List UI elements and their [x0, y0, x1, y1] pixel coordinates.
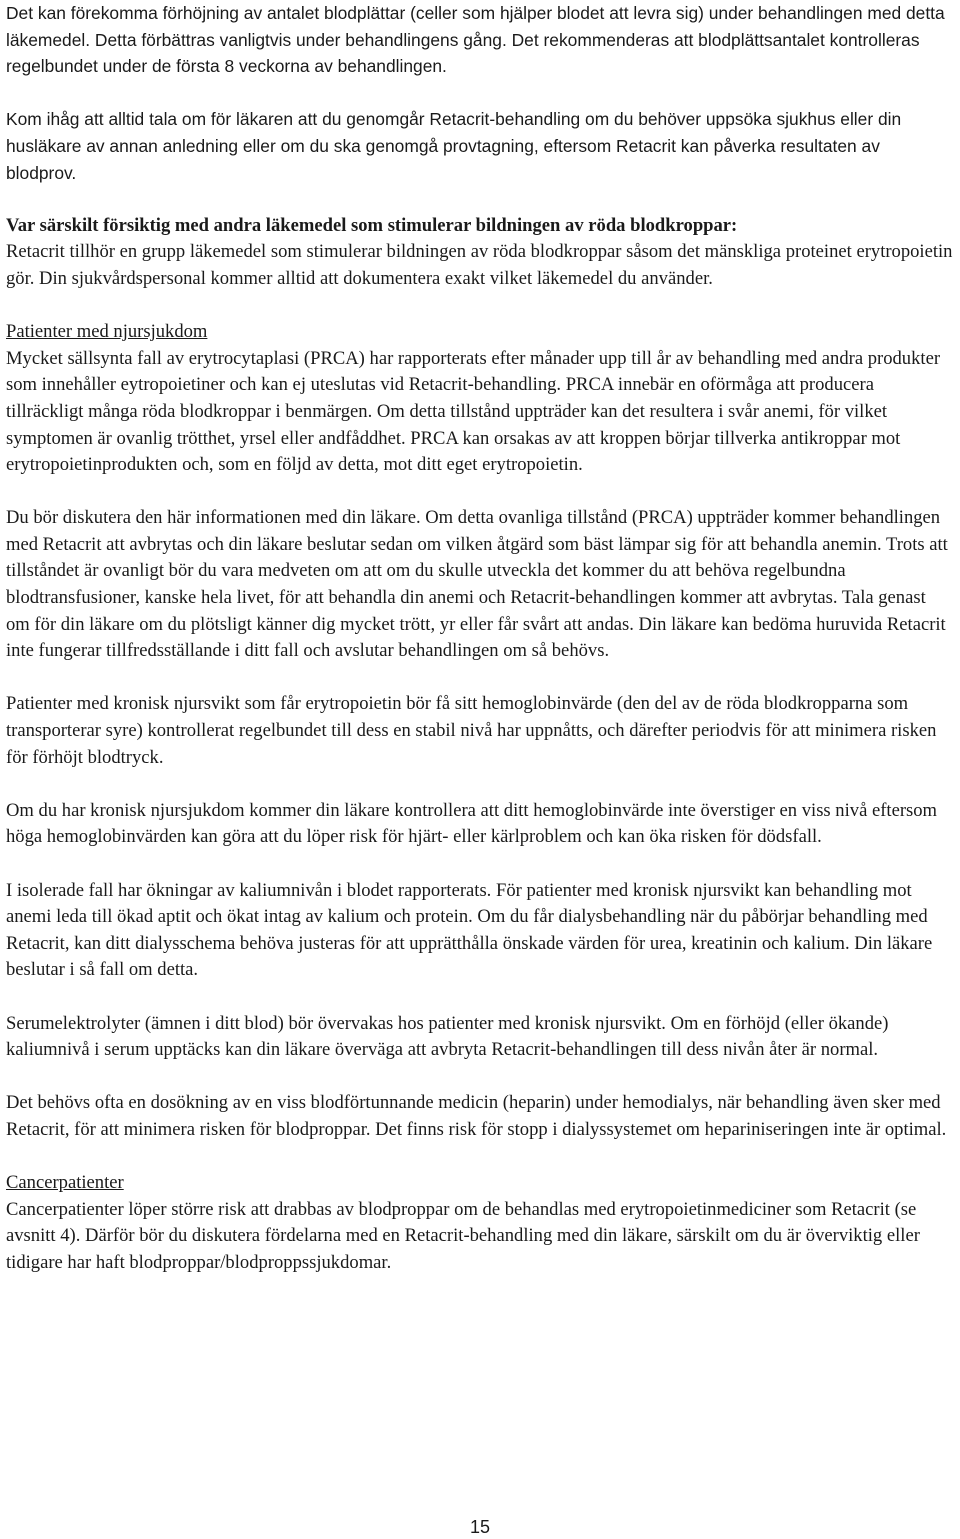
- paragraph-potassium: I isolerade fall har ökningar av kaliumnivån i blodet rapporterats. För patienter med kronisk njursvikt kan behandling mot anemi leda till ökad aptit och ökat intag av kalium och protein. Om du får dialysbehandling när du påbörjar behandling med Retacrit, kan ditt dialysschema behöva justeras för att upprätthålla önskade värden för urea, kreatinin och kalium. Din läkare beslutar i så fall om detta.: [6, 879, 933, 981]
- paragraph-cancer-patients: [6, 1170, 954, 1276]
- paragraph-serum-electrolytes: Serumelektrolyter (ämnen i ditt blod) bör övervakas hos patienter med kronisk njursvikt. Om en förhöjd (eller ökande) kaliumnivå i serum upptäcks kan din läkare överväga att avbryta Retacrit-behandlingen till dess nivån åter är normal.: [6, 1012, 889, 1061]
- paragraph-heparin: Det behövs ofta en dosökning av en viss blodförtunnande medicin (heparin) under hemodialys, när behandling även sker med Retacrit, för att minimera risken för blodproppar. Det finns risk för stopp i dialyssystemet om hepariniseringen inte är optimal.: [6, 1092, 947, 1140]
- cancer-text: Cancerpatienter löper större risk att drabbas av blodproppar om de behandlas med erytropoietinmediciner som Retacrit (se avsnitt 4). Därför bör du diskutera fördelarna med en Retacrit-behandling med din läkare, särskilt om du är överviktig eller tidigare har haft blodproppar/blodproppssjukdomar.: [6, 1198, 920, 1273]
- paragraph-hemoglobin-limit: Om du har kronisk njursjukdom kommer din läkare kontrollera att ditt hemoglobinvärde inte överstiger en viss nivå eftersom höga hemoglobinvärden kan göra att du löper risk för hjärt- eller kärlproblem och kan öka risken för dödsfall.: [6, 799, 938, 848]
- other-medicines-body: Retacrit tillhör en grupp läkemedel som stimulerar bildningen av röda blodkroppar såsom det mänskliga proteinet erytropoietin gör. Din sjukvårdspersonal kommer alltid att dokumentera exakt vilket läkemedel du använder.: [6, 241, 953, 289]
- paragraph-hemoglobin-monitoring: Patienter med kronisk njursvikt som får erytropoietin bör få sitt hemoglobinvärde (den del av de röda blodkropparna som transporterar syre) kontrollerat regelbundet till dess en stabil nivå har uppnåtts, och därefter periodvis för att minimera risken för förhöjt blodtryck.: [6, 693, 937, 768]
- document-page: [6, 0, 954, 1303]
- kidney-section-heading: Patienter med njursjukdom: [6, 321, 208, 343]
- paragraph-inform-doctor: Kom ihåg att alltid tala om för läkaren att du genomgår Retacrit-behandling om du behöver uppsöka sjukhus eller din husläkare av annan anledning eller om du ska genomgå provtagning, eftersom Retacrit kan påverka resultaten av blodprov.: [6, 109, 902, 183]
- paragraph-platelets: Det kan förekomma förhöjning av antalet blodplättar (celler som hjälper blodet att levra sig) under behandlingen med detta läkemedel. Detta förbättras vanligtvis under behandlingens gång. Det rekommenderas att blodplättsantalet kontrolleras regelbundet under de första 8 veckorna av behandlingen.: [6, 3, 945, 77]
- other-medicines-heading: Var särskilt försiktig med andra läkemedel som stimulerar bildningen av röda blodkroppar:: [6, 214, 738, 236]
- page-number: 15: [469, 1517, 491, 1537]
- paragraph-other-medicines: [6, 213, 954, 293]
- paragraph-discuss-doctor: Du bör diskutera den här informationen med din läkare. Om detta ovanliga tillstånd (PRCA) uppträder kommer behandlingen med Retacrit att avbrytas och din läkare beslutar sedan om vilken åtgärd som bäst lämpar sig för att behandla anemin. Trots att tillståndet är ovanligt bör du vara medveten om att om du skulle utveckla det kommer du att behöva regelbundna blodtransfusioner, kanske hela livet, för att behandla din anemi och Retacrit-behandlingen kommer att avbrytas. Tala genast om för din läkare om du plötsligt känner dig mycket trött, yr eller får svårt att andas. Din läkare kan bedöma huruvida Retacrit inte fungerar tillfredsställande i ditt fall och avslutar behandlingen om så behövs.: [6, 507, 948, 662]
- cancer-section-heading: Cancerpatienter: [6, 1172, 124, 1194]
- kidney-prca-text: Mycket sällsynta fall av erytrocytaplasi (PRCA) har rapporterats efter månader upp till år av behandling med andra produkter som innehåller eytropoietiner och kan ej uteslutas vid Retacrit-behandling. PRCA innebär en oförmåga att producera tillräckligt många röda blodkroppar i benmärgen. Om detta tillstånd uppträder kan det resultera i svår anemi, för vilket symptomen är ovanlig trötthet, yrsel eller andfåddhet. PRCA kan orsakas av att kroppen börjar tillverka antikroppar mot erytropoietinprodukten och, som en följd av detta, mot ditt eget erytropoietin.: [6, 347, 941, 476]
- paragraph-kidney-prca: [6, 319, 954, 479]
